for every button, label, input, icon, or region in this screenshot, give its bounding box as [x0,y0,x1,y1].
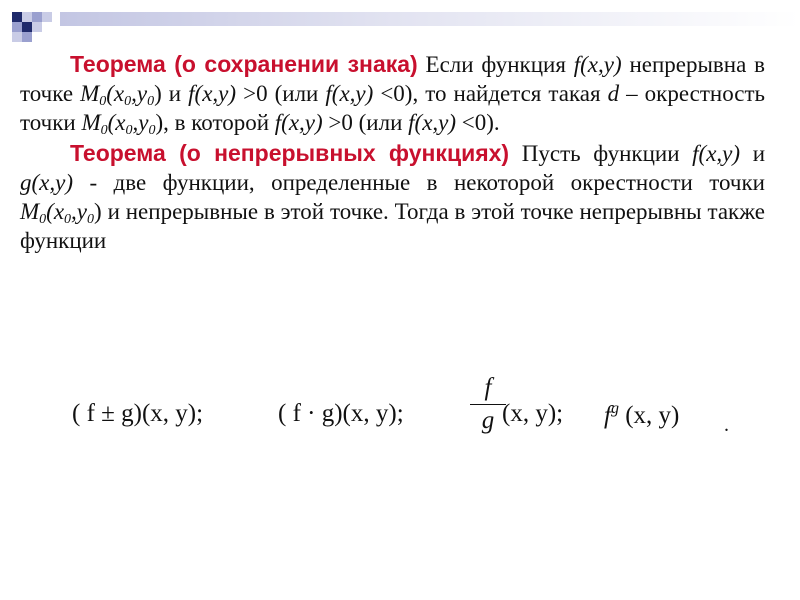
formula-quotient-args: (x, y); [502,400,564,427]
theorem-title: Теорема (о сохранении знака) [70,51,418,77]
deco-square [12,12,22,22]
formula-sum-difference: ( f ± g)(x, y); [72,400,204,427]
formula-end-dot: . [724,414,729,436]
theorem-title: Теорема (о непрерывных функциях) [70,140,510,166]
fraction-numerator: f [484,374,492,401]
deco-square [12,32,22,42]
theorem-sign-preservation: Теорема (о сохранении знака) Если функция f(x,y) непрерывна в точке $M_0(x_0,y_0)$ и f(x,y) >0 (или f(x,y) <0), то найдется такая d – окрестность точки $M_0(x_0,y_0)$, в которой f(x,y) >0 (или f(x,y) <0). [20,51,766,138]
deco-square [22,32,32,42]
deco-square [32,12,42,22]
formula-power: $f^g$ (x, y) [604,400,680,429]
deco-square [12,22,22,32]
deco-square [42,12,52,22]
top-gradient-bar [60,12,800,26]
deco-square [22,22,32,32]
theorem-continuous-functions: Теорема (о непрерывных функциях) Пусть функции f(x,y) и g(x,y) - две функции, определенные в некоторой окрестности точки $M_0(x_0,y_0)$ и непрерывные в этой точке. Тогда в этой точке непрерывны также функции [20,140,766,253]
formula-product: ( f · g)(x, y); [278,400,404,427]
slide-content [20,50,765,257]
fraction-denominator: g [481,407,495,434]
formula-quotient-fraction [470,374,506,435]
deco-square [22,12,32,22]
deco-square [32,22,42,32]
fraction-bar [470,404,506,405]
formula-line [72,374,772,468]
